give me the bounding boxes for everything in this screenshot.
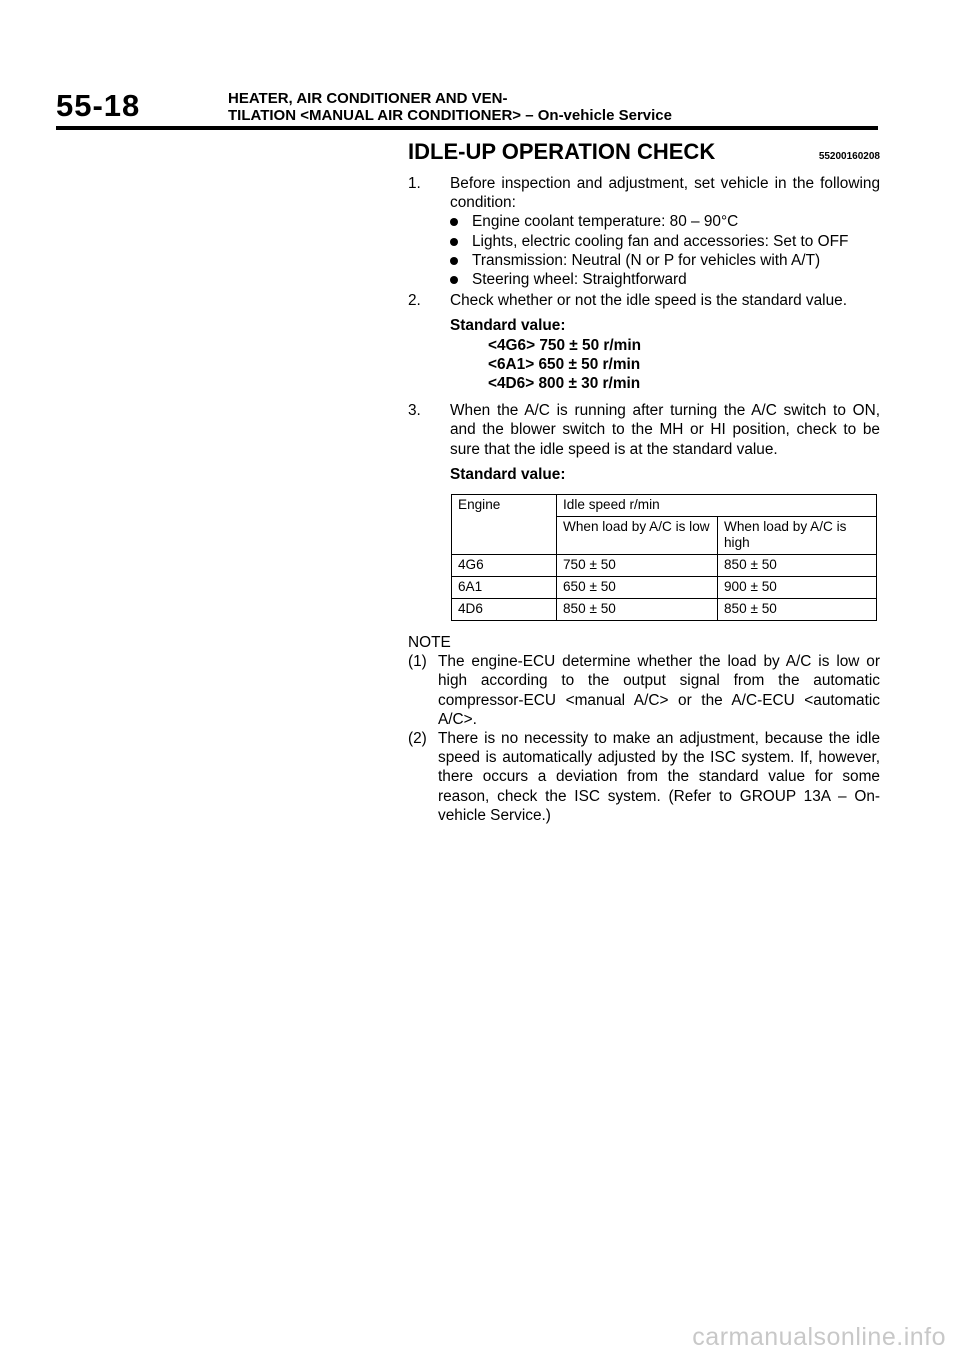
bullet-item <box>408 251 880 270</box>
step-number: 1. <box>408 175 421 192</box>
standard-value-label: Standard value: <box>450 465 566 483</box>
standard-value: <4D6> 800 ± 30 r/min <box>488 375 641 393</box>
main-content <box>408 139 880 825</box>
step-text: Before inspection and adjustment, set vehicle in the following condition: <box>450 175 880 212</box>
cell-low: 850 ± 50 <box>557 599 718 621</box>
bullet-item <box>408 232 880 251</box>
section-code: 55200160208 <box>818 151 880 162</box>
cell-high: 850 ± 50 <box>718 599 877 621</box>
watermark: carmanualsonline.info <box>692 1323 946 1351</box>
note-number: (2) <box>408 730 427 748</box>
bullet-dot-icon <box>450 276 458 284</box>
cell-high: 850 ± 50 <box>718 555 877 577</box>
page-number: 55-18 <box>56 88 141 123</box>
table-row <box>452 577 877 599</box>
idle-speed-table <box>451 494 877 621</box>
standard-value-label: Standard value: <box>450 317 566 335</box>
step-number: 2. <box>408 292 421 310</box>
header-load-high: When load by A/C is high <box>718 517 877 555</box>
step-3 <box>408 401 880 459</box>
header-idle-speed: Idle speed r/min <box>557 495 877 517</box>
bullet-dot-icon <box>450 218 458 226</box>
cell-engine: 6A1 <box>452 577 557 599</box>
bullet-item <box>408 270 880 289</box>
standard-value: <6A1> 650 ± 50 r/min <box>488 355 641 373</box>
cell-high: 900 ± 50 <box>718 577 877 599</box>
bullet-item <box>408 212 880 231</box>
note-label: NOTE <box>408 634 451 652</box>
note-text: The engine-ECU determine whether the load by A/C is low or high according to the output signal from the automatic compressor-ECU <manual A/C> or the A/C-ECU <automatic A/C>. <box>438 653 880 728</box>
bullet-text: Lights, electric cooling fan and accessories: Set to OFF <box>472 232 849 250</box>
step-2 <box>408 291 880 310</box>
bullet-dot-icon <box>450 238 458 246</box>
header-rule <box>56 126 878 130</box>
note-number: (1) <box>408 653 427 671</box>
note-item <box>408 652 880 729</box>
header-load-low: When load by A/C is low <box>557 517 718 555</box>
table-row <box>452 555 877 577</box>
cell-low: 650 ± 50 <box>557 577 718 599</box>
cell-low: 750 ± 50 <box>557 555 718 577</box>
header-title-line2: TILATION <MANUAL AIR CONDITIONER> – On-vehicle Service <box>228 107 672 124</box>
bullet-text: Transmission: Neutral (N or P for vehicles with A/T) <box>472 251 821 269</box>
bullet-text: Steering wheel: Straightforward <box>472 271 687 289</box>
table-header-row <box>452 495 877 517</box>
section-title: IDLE-UP OPERATION CHECK <box>408 139 716 164</box>
step-number: 3. <box>408 402 421 420</box>
cell-engine: 4G6 <box>452 555 557 577</box>
cell-engine: 4D6 <box>452 599 557 621</box>
step-text: Check whether or not the idle speed is the standard value. <box>450 292 847 310</box>
step-text: When the A/C is running after turning the A/C switch to ON, and the blower switch to the MH or HI position, check to be sure that the idle speed is at the standard value. <box>450 402 880 458</box>
bullet-text: Engine coolant temperature: 80 – 90°C <box>472 213 739 231</box>
section-title-row <box>408 139 880 172</box>
header-title-line1: HEATER, AIR CONDITIONER AND VEN- <box>228 90 508 107</box>
standard-value: <4G6> 750 ± 50 r/min <box>488 336 642 354</box>
header-engine: Engine <box>452 495 557 555</box>
note-item <box>408 729 880 825</box>
bullet-dot-icon <box>450 257 458 265</box>
step-1 <box>408 174 880 212</box>
table-row <box>452 599 877 621</box>
note-text: There is no necessity to make an adjustment, because the idle speed is automatically adjusted by the ISC system. If, however, there occurs a deviation from the standard value for some reason, check the ISC system. (Refer to GROUP 13A – On-vehicle Service.) <box>438 730 880 824</box>
